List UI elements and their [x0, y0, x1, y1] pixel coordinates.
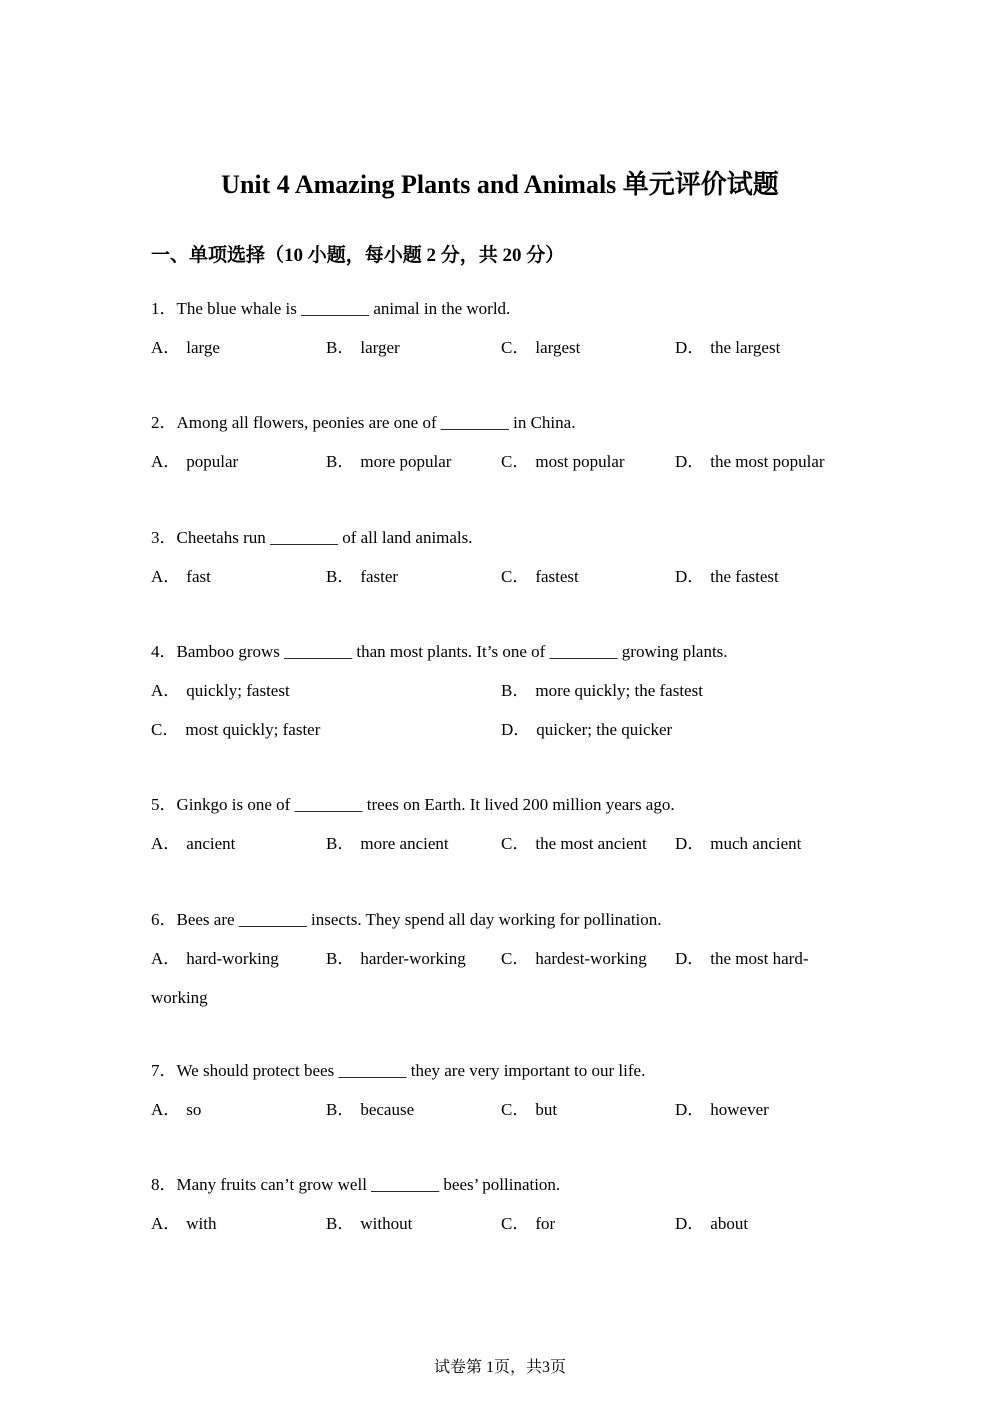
option-list [151, 566, 851, 588]
option-text: ancient [186, 834, 236, 853]
option-c[interactable] [501, 1213, 555, 1235]
option-c[interactable] [151, 719, 320, 741]
option-letter: B． [326, 452, 355, 471]
page-title: Unit 4 Amazing Plants and Animals 单元评价试题 [221, 170, 779, 199]
option-d[interactable] [675, 566, 779, 588]
option-letter: B． [326, 567, 355, 586]
question-stem: 2．Among all flowers, peonies are one of ________ in China. [151, 413, 576, 432]
question-7 [151, 1060, 851, 1121]
option-a[interactable] [151, 948, 279, 970]
option-text: more ancient [360, 834, 449, 853]
option-c[interactable] [501, 337, 580, 359]
option-a[interactable] [151, 337, 220, 359]
option-letter: A． [151, 452, 181, 471]
section-heading: 一、单项选择（10 小题，每小题 2 分，共 20 分） [151, 245, 565, 266]
option-letter: C． [501, 338, 530, 357]
option-letter: B． [326, 338, 355, 357]
option-text: the most ancient [535, 834, 647, 853]
option-d[interactable] [675, 833, 801, 855]
option-text: so [186, 1100, 202, 1119]
option-letter: D． [675, 452, 705, 471]
option-b[interactable] [326, 1099, 414, 1121]
option-a[interactable] [151, 680, 290, 702]
option-text: larger [360, 338, 400, 357]
option-letter: D． [675, 338, 705, 357]
option-text: popular [186, 452, 239, 471]
option-letter: C． [501, 1100, 530, 1119]
option-d[interactable] [675, 451, 825, 473]
option-row [151, 719, 851, 741]
option-letter: C． [501, 452, 530, 471]
option-text: more popular [360, 452, 452, 471]
option-d[interactable] [675, 1099, 769, 1121]
option-list [151, 451, 851, 473]
option-c[interactable] [501, 833, 647, 855]
option-letter: B． [501, 681, 530, 700]
question-stem: 7．We should protect bees ________ they are very important to our life. [151, 1061, 646, 1080]
option-letter: A． [151, 567, 181, 586]
option-b[interactable] [326, 451, 451, 473]
option-row [151, 337, 851, 359]
option-list [151, 1213, 851, 1235]
option-letter: A． [151, 1100, 181, 1119]
option-list [151, 337, 851, 359]
option-d[interactable] [675, 948, 808, 970]
option-letter: C． [501, 834, 530, 853]
option-letter: D． [675, 1214, 705, 1233]
option-c[interactable] [501, 451, 625, 473]
question-2 [151, 412, 851, 473]
option-text: about [710, 1214, 749, 1233]
option-letter: C． [151, 720, 180, 739]
option-d[interactable] [675, 1213, 748, 1235]
option-a[interactable] [151, 451, 238, 473]
option-text: for [535, 1214, 556, 1233]
option-b[interactable] [501, 680, 703, 702]
option-letter: C． [501, 1214, 530, 1233]
option-b[interactable] [326, 337, 400, 359]
question-8 [151, 1174, 851, 1235]
option-list [151, 680, 851, 741]
option-b[interactable] [326, 948, 466, 970]
option-letter: D． [675, 567, 705, 586]
question-stem: 1．The blue whale is ________ animal in the world. [151, 299, 511, 318]
option-a[interactable] [151, 1099, 201, 1121]
option-letter: A． [151, 681, 181, 700]
option-list [151, 833, 851, 855]
option-text: most popular [535, 452, 625, 471]
option-text: quickly; fastest [186, 681, 290, 700]
option-text: however [710, 1100, 769, 1119]
option-text: hardest-working [535, 949, 647, 968]
question-stem: 6．Bees are ________ insects. They spend all day working for pollination. [151, 910, 662, 929]
option-letter: C． [501, 567, 530, 586]
option-letter: B． [326, 949, 355, 968]
option-text: most quickly; faster [185, 720, 321, 739]
option-a[interactable] [151, 566, 211, 588]
question-stem: 4．Bamboo grows ________ than most plants. It’s one of ________ growing plants. [151, 642, 728, 661]
option-text: the most hard- [710, 949, 809, 968]
option-b[interactable] [326, 833, 449, 855]
option-c[interactable] [501, 948, 647, 970]
option-letter: D． [501, 720, 531, 739]
option-text: large [186, 338, 220, 357]
question-5 [151, 794, 851, 855]
question-3 [151, 527, 851, 588]
option-letter: B． [326, 1214, 355, 1233]
option-a[interactable] [151, 1213, 217, 1235]
option-d[interactable] [675, 337, 780, 359]
option-text: harder-working [360, 949, 466, 968]
question-stem: 5．Ginkgo is one of ________ trees on Earth. It lived 200 million years ago. [151, 795, 675, 814]
option-text: fast [186, 567, 211, 586]
option-text: fastest [535, 567, 579, 586]
option-text: the fastest [710, 567, 779, 586]
option-d-continuation: working [151, 988, 208, 1007]
option-letter: A． [151, 949, 181, 968]
option-text: without [360, 1214, 413, 1233]
option-text: largest [535, 338, 581, 357]
question-6 [151, 909, 851, 1009]
question-stem: 8．Many fruits can’t grow well ________ bees’ pollination. [151, 1175, 561, 1194]
option-letter: A． [151, 338, 181, 357]
option-text: faster [360, 567, 399, 586]
option-letter: C． [501, 949, 530, 968]
option-letter: A． [151, 834, 181, 853]
option-text: much ancient [710, 834, 802, 853]
question-stem: 3．Cheetahs run ________ of all land animals. [151, 528, 473, 547]
option-row [151, 1213, 851, 1235]
option-letter: B． [326, 1100, 355, 1119]
option-b[interactable] [326, 566, 398, 588]
option-a[interactable] [151, 833, 235, 855]
option-c[interactable] [501, 566, 579, 588]
question-1 [151, 298, 851, 359]
option-text: because [360, 1100, 415, 1119]
option-text: with [186, 1214, 217, 1233]
option-letter: D． [675, 1100, 705, 1119]
option-list [151, 948, 851, 1009]
option-letter: D． [675, 949, 705, 968]
option-text: hard-working [186, 949, 279, 968]
option-text: quicker; the quicker [536, 720, 673, 739]
option-row [151, 948, 851, 970]
option-text: but [535, 1100, 558, 1119]
option-row [151, 1099, 851, 1121]
option-letter: D． [675, 834, 705, 853]
question-4 [151, 641, 851, 741]
option-letter: B． [326, 834, 355, 853]
option-letter: A． [151, 1214, 181, 1233]
option-b[interactable] [326, 1213, 412, 1235]
option-c[interactable] [501, 1099, 557, 1121]
option-list [151, 1099, 851, 1121]
option-row [151, 833, 851, 855]
option-row [151, 566, 851, 588]
option-row [151, 451, 851, 473]
option-row [151, 680, 851, 702]
option-text: more quickly; the fastest [535, 681, 703, 700]
option-text: the most popular [710, 452, 825, 471]
page-footer: 试卷第 1页，共3页 [433, 1359, 566, 1376]
option-text: the largest [710, 338, 781, 357]
option-d[interactable] [501, 719, 672, 741]
